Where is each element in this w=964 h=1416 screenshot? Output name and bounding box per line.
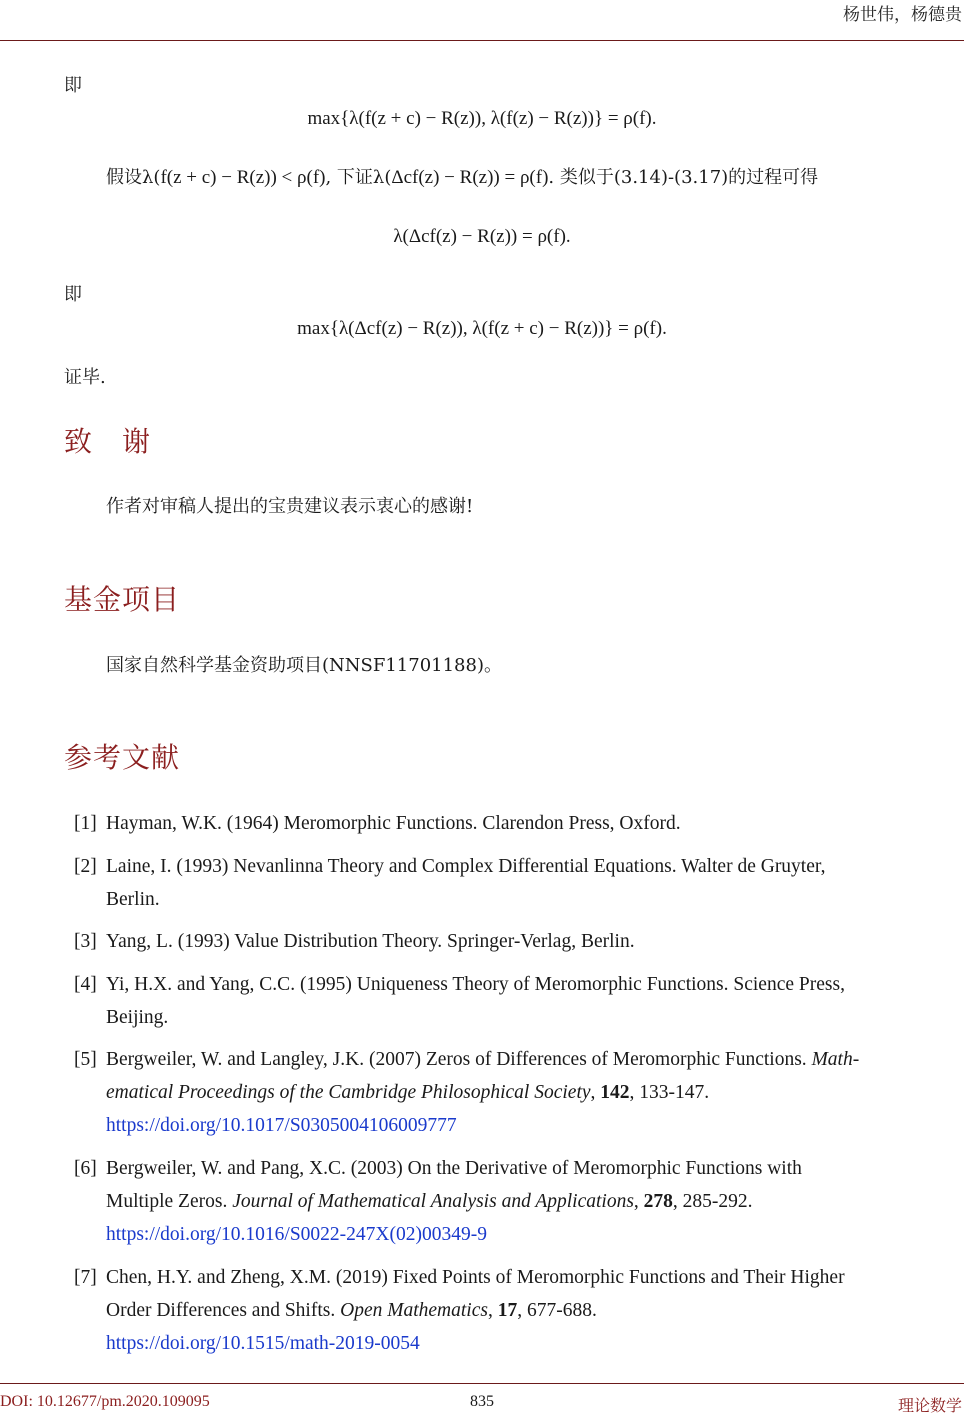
reference-number: [1] xyxy=(74,813,97,834)
journal-name: ematical Proceedings of the Cambridge Philosophical Society xyxy=(106,1082,591,1103)
hypothesis-part-a: 假设λ( xyxy=(106,167,161,188)
paragraph-hypothesis xyxy=(106,166,818,190)
reference-title-end: Order Differences and Shifts. xyxy=(106,1300,341,1321)
reference-line-1: Bergweiler, W. and Pang, X.C. (2003) On the Derivative of Meromorphic Functions with xyxy=(106,1158,802,1179)
hypothesis-part-b: f(z + c) − R(z)) < ρ(f) xyxy=(160,167,326,188)
equation-2: λ(Δcf(z) − R(z)) = ρ(f). xyxy=(393,226,571,247)
hypothesis-part-d: Δcf(z) − R(z)) = ρ(f) xyxy=(391,167,549,188)
reference-text: Yang, L. (1993) Value Distribution Theory. Springer-Verlag, Berlin. xyxy=(106,931,635,952)
reference-number: [4] xyxy=(74,974,97,995)
reference-line-2: Berlin. xyxy=(106,889,160,910)
reference-number: [5] xyxy=(74,1049,97,1070)
header-divider xyxy=(0,40,964,41)
pages: , 133-147. xyxy=(629,1082,710,1103)
volume: 278 xyxy=(643,1191,673,1212)
section-title-references: 参考文献 xyxy=(64,741,181,774)
volume: 142 xyxy=(600,1082,630,1103)
ji-text-1: 即 xyxy=(64,75,82,96)
journal-name: Journal of Mathematical Analysis and Applications xyxy=(232,1191,634,1212)
separator: , xyxy=(590,1082,601,1103)
qed-text: 证毕. xyxy=(64,367,106,388)
reference-line-2: Beijing. xyxy=(106,1007,169,1028)
doi-link[interactable]: https://doi.org/10.1017/S0305004106009777 xyxy=(106,1115,457,1136)
reference-text: Hayman, W.K. (1964) Meromorphic Functions. Clarendon Press, Oxford. xyxy=(106,813,681,834)
reference-line-2 xyxy=(106,1076,964,1109)
doi-link[interactable]: https://doi.org/10.1016/S0022-247X(02)00349-9 xyxy=(106,1224,487,1245)
section-title-funding: 基金项目 xyxy=(64,583,181,616)
reference-line-1: Laine, I. (1993) Nevanlinna Theory and Complex Differential Equations. Walter de Gruyter, xyxy=(106,856,826,877)
equation-3: max{λ(Δcf(z) − R(z)), λ(f(z + c) − R(z))} = ρ(f). xyxy=(297,318,667,339)
journal-name: Open Mathematics xyxy=(340,1300,488,1321)
section-title-acknowledgement: 致 谢 xyxy=(64,425,152,458)
page-number: 835 xyxy=(470,1393,494,1410)
footer-doi[interactable]: DOI: 10.12677/pm.2020.109095 xyxy=(0,1393,210,1410)
journal-name-part: Math- xyxy=(811,1049,860,1070)
separator: , xyxy=(633,1191,644,1212)
pages: , 677-688. xyxy=(517,1300,597,1321)
separator: , xyxy=(487,1300,498,1321)
funding-text: 国家自然科学基金资助项目(NNSF11701188)。 xyxy=(106,655,502,676)
reference-number: [6] xyxy=(74,1158,97,1179)
acknowledgement-text: 作者对审稿人提出的宝贵建议表示衷心的感谢! xyxy=(106,496,474,517)
doi-link[interactable]: https://doi.org/10.1515/math-2019-0054 xyxy=(106,1333,420,1354)
reference-title-end: Multiple Zeros. xyxy=(106,1191,233,1212)
equation-1: max{λ(f(z + c) − R(z)), λ(f(z) − R(z))} = ρ(f). xyxy=(307,108,657,129)
reference-number: [2] xyxy=(74,856,97,877)
reference-line-1 xyxy=(106,1043,964,1076)
hypothesis-part-c: , 下证λ( xyxy=(325,167,392,188)
volume: 17 xyxy=(497,1300,518,1321)
footer-divider xyxy=(0,1383,964,1384)
reference-authors-title: Bergweiler, W. and Langley, J.K. (2007) Zeros of Differences of Meromorphic Functions. xyxy=(106,1049,812,1070)
reference-line-1: Yi, H.X. and Yang, C.C. (1995) Uniqueness Theory of Meromorphic Functions. Science Press, xyxy=(106,974,845,995)
pages: , 285-292. xyxy=(672,1191,753,1212)
reference-line-2 xyxy=(106,1294,964,1327)
reference-number: [7] xyxy=(74,1267,97,1288)
footer-journal-name: 理论数学 xyxy=(897,1396,962,1415)
running-header-authors: 杨世伟，杨德贵 xyxy=(843,5,962,25)
reference-line-1: Chen, H.Y. and Zheng, X.M. (2019) Fixed Points of Meromorphic Functions and Their Higher xyxy=(106,1267,845,1288)
hypothesis-part-e: . 类似于(3.14)-(3.17)的过程可得 xyxy=(548,167,819,188)
reference-number: [3] xyxy=(74,931,97,952)
ji-text-2: 即 xyxy=(64,284,82,305)
reference-line-2 xyxy=(106,1185,964,1218)
